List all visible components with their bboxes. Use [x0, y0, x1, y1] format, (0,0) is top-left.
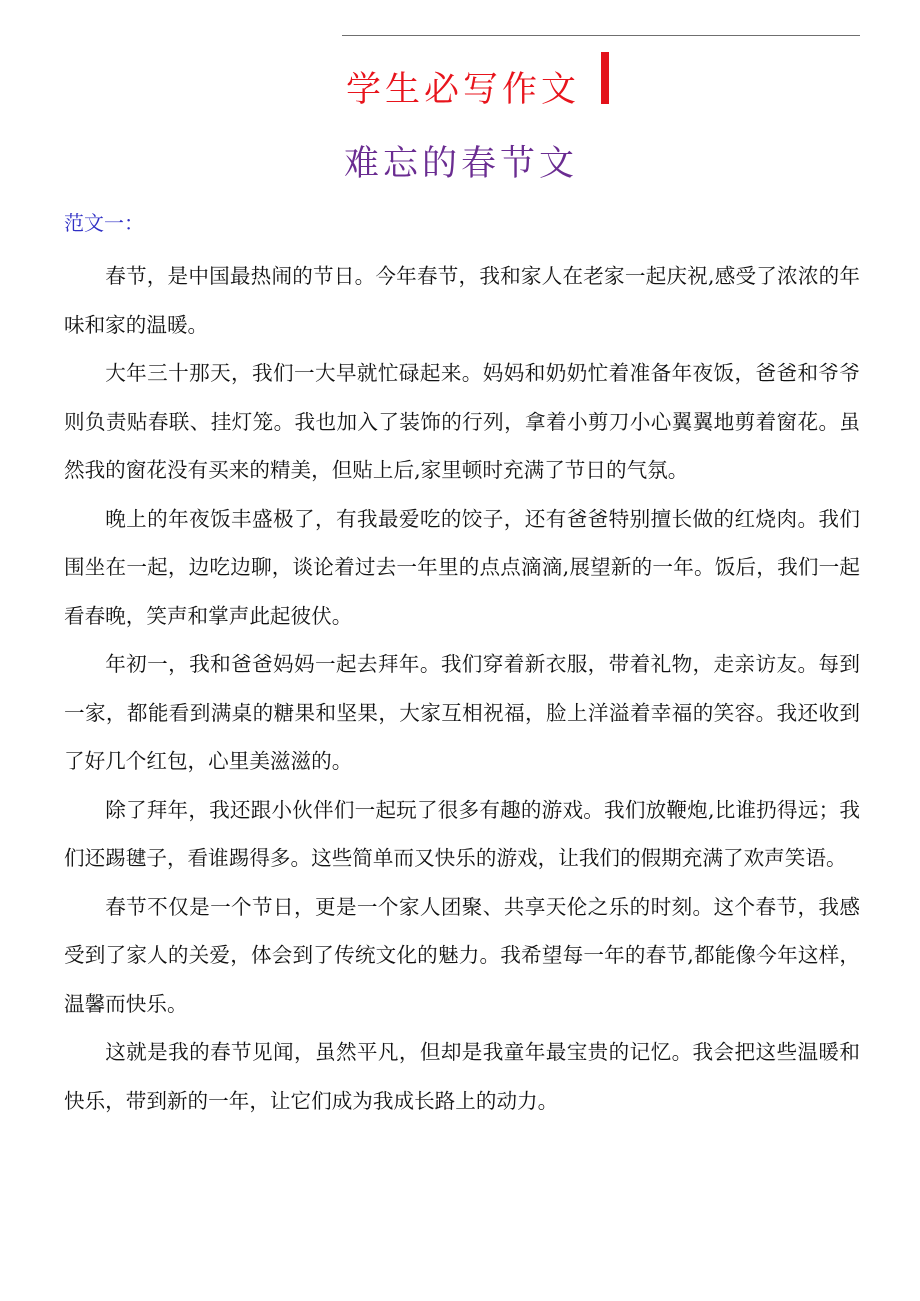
essay-paragraph: 晚上的年夜饭丰盛极了，有我最爱吃的饺子，还有爸爸特别擅长做的红烧肉。我们围坐在一起，边吃边聊，谈论着过去一年里的点点滴滴,展望新的一年。饭后，我们一起看春晚，笑声和掌声此起彼伏。: [64, 506, 860, 628]
title-accent-bar: [601, 52, 609, 104]
essay-paragraph: 除了拜年，我还跟小伙伴们一起玩了很多有趣的游戏。我们放鞭炮,比谁扔得远；我们还踢毽子，看谁踢得多。这些简单而又快乐的游戏，让我们的假期充满了欢声笑语。: [64, 797, 860, 870]
page-title: 学生必写作文: [346, 70, 581, 110]
header-rule: [342, 35, 860, 36]
essay-paragraph: 这就是我的春节见闻，虽然平凡，但却是我童年最宝贵的记忆。我会把这些温暖和快乐，带到新的一年，让它们成为我成长路上的动力。: [64, 1040, 860, 1113]
essay-paragraph: 大年三十那天，我们一大早就忙碌起来。妈妈和奶奶忙着准备年夜饭，爸爸和爷爷则负责贴春联、挂灯笼。我也加入了装饰的行列，拿着小剪刀小心翼翼地剪着窗花。虽然我的窗花没有买来的精美，但贴上后,家里顿时充满了节日的气氛。: [64, 361, 860, 482]
essay-paragraph: 春节不仅是一个节日，更是一个家人团聚、共享天伦之乐的时刻。这个春节，我感受到了家人的关爱，体会到了传统文化的魅力。我希望每一年的春节,都能像今年这样，温馨而快乐。: [64, 894, 860, 1016]
essay-title: 难忘的春节文: [344, 144, 579, 184]
essay-paragraph: 年初一，我和爸爸妈妈一起去拜年。我们穿着新衣服，带着礼物，走亲访友。每到一家，都能看到满桌的糖果和坚果，大家互相祝福，脸上洋溢着幸福的笑容。我还收到了好几个红包，心里美滋滋的。: [64, 652, 860, 773]
sample-essay-label: 范文一：: [64, 211, 144, 235]
essay-body: [64, 252, 860, 1125]
essay-paragraph: 春节，是中国最热闹的节日。今年春节，我和家人在老家一起庆祝,感受了浓浓的年味和家的温暖。: [64, 264, 860, 337]
